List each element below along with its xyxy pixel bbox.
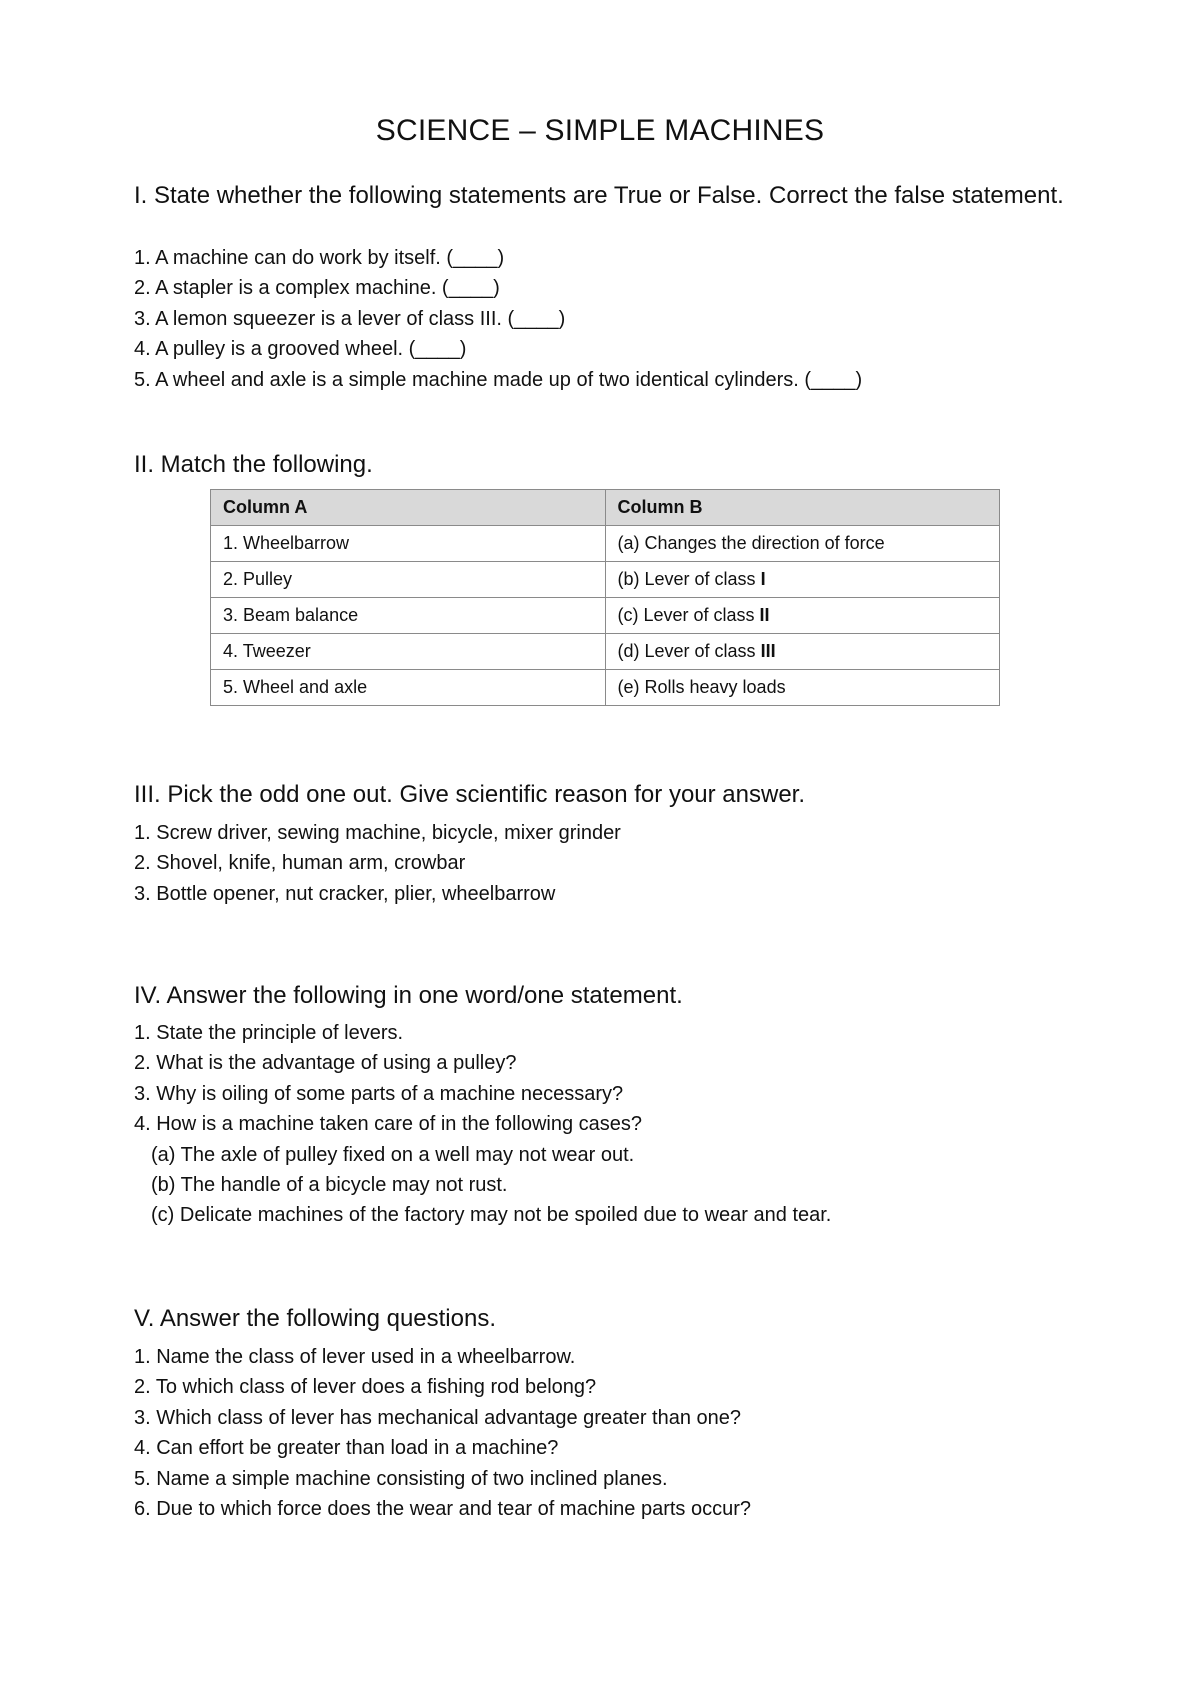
list-item: 3. Why is oiling of some parts of a machine necessary? [134, 1082, 624, 1105]
lever-class: II [759, 605, 770, 625]
table-row [211, 634, 1000, 670]
list-item: 1. Name the class of lever used in a wheelbarrow. [134, 1346, 576, 1368]
section-1-list [134, 243, 1094, 395]
list-item: 1. A machine can do work by itself. (____) [134, 247, 505, 269]
column-b-text: (d) Lever of class [617, 641, 761, 661]
worksheet-title: SCIENCE – SIMPLE MACHINES [375, 114, 825, 147]
column-b-text: (b) Lever of class [617, 569, 761, 589]
list-item: 1. State the principle of levers. [134, 1022, 404, 1044]
list-item: 4. How is a machine taken care of in the following cases? [134, 1113, 643, 1136]
list-item: 3. Bottle opener, nut cracker, plier, wheelbarrow [134, 882, 556, 905]
section-2-heading: II. Match the following. [134, 451, 373, 478]
column-a-cell: 2. Pulley [211, 562, 606, 598]
column-b-header: Column B [605, 490, 1000, 526]
list-item: 5. A wheel and axle is a simple machine made up of two identical cylinders. (____) [134, 368, 863, 391]
column-b-cell: (a) Changes the direction of force [605, 526, 1000, 562]
column-b-text: (c) Lever of class [617, 605, 760, 625]
section-4-heading: IV. Answer the following in one word/one statement. [134, 982, 683, 1009]
lever-class: I [760, 569, 766, 589]
list-item: 6. Due to which force does the wear and tear of machine parts occur? [134, 1497, 752, 1520]
list-item: 1. Screw driver, sewing machine, bicycle, mixer grinder [134, 822, 621, 844]
column-a-cell: 4. Tweezer [211, 634, 606, 670]
list-subitem: (b) The handle of a bicycle may not rust. [151, 1173, 508, 1196]
list-item: 2. What is the advantage of using a pulley? [134, 1052, 517, 1075]
table-row [211, 598, 1000, 634]
table-header-row [211, 490, 1000, 526]
table-row [211, 670, 1000, 706]
column-b-cell: (e) Rolls heavy loads [605, 670, 1000, 706]
list-item: 2. A stapler is a complex machine. (____) [134, 277, 500, 300]
table-row [211, 526, 1000, 562]
column-b-cell [605, 598, 1000, 634]
list-item: 4. A pulley is a grooved wheel. (____) [134, 338, 467, 361]
match-table [210, 489, 1000, 706]
section-4-list [134, 1018, 1094, 1231]
section-5-heading: V. Answer the following questions. [134, 1305, 497, 1332]
list-subitem: (a) The axle of pulley fixed on a well may not wear out. [151, 1143, 635, 1166]
section-3-list [134, 818, 1094, 909]
column-b-cell [605, 634, 1000, 670]
list-item: 2. To which class of lever does a fishing rod belong? [134, 1376, 597, 1399]
column-a-header: Column A [211, 490, 606, 526]
list-subitem: (c) Delicate machines of the factory may not be spoiled due to wear and tear. [151, 1204, 832, 1227]
column-a-cell: 3. Beam balance [211, 598, 606, 634]
table-row [211, 562, 1000, 598]
lever-class: III [760, 641, 776, 661]
list-item: 2. Shovel, knife, human arm, crowbar [134, 852, 466, 875]
list-item: 3. A lemon squeezer is a lever of class III. (____) [134, 307, 566, 330]
list-item: 4. Can effort be greater than load in a machine? [134, 1437, 559, 1460]
column-a-cell: 5. Wheel and axle [211, 670, 606, 706]
column-b-cell [605, 562, 1000, 598]
section-3-heading: III. Pick the odd one out. Give scientific reason for your answer. [134, 781, 806, 808]
list-item: 5. Name a simple machine consisting of two inclined planes. [134, 1467, 668, 1490]
section-1-heading: I. State whether the following statements are True or False. Correct the false statement. [134, 182, 1064, 209]
list-item: 3. Which class of lever has mechanical advantage greater than one? [134, 1406, 742, 1429]
section-5-list [134, 1342, 1094, 1524]
column-a-cell: 1. Wheelbarrow [211, 526, 606, 562]
